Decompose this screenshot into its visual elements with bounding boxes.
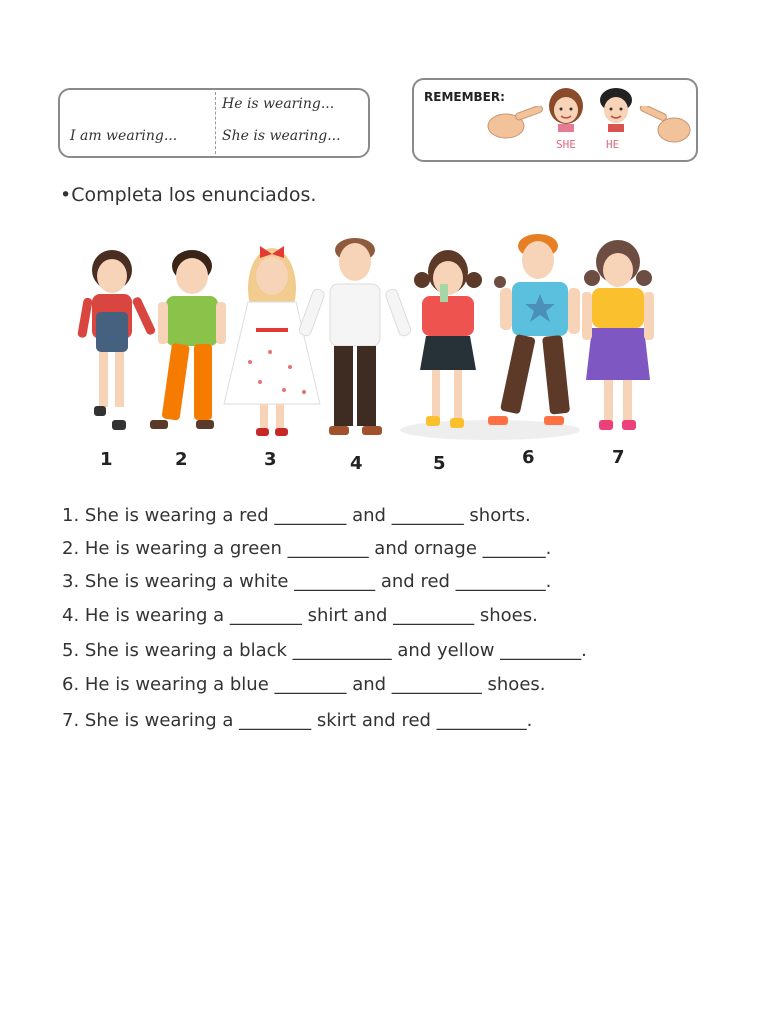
sentence-6: 6. He is wearing a blue ________ and __________ shoes. bbox=[62, 674, 546, 695]
kid-number-7: 7 bbox=[612, 447, 625, 468]
kid-number-6: 6 bbox=[522, 447, 535, 468]
pointing-hand-right-icon bbox=[486, 106, 546, 140]
kid-number-3: 3 bbox=[264, 449, 277, 470]
kid-number-1: 1 bbox=[100, 449, 113, 470]
box-divider bbox=[215, 92, 216, 154]
she-label: SHE bbox=[556, 138, 576, 151]
sentence-5: 5. She is wearing a black ___________ and yellow _________. bbox=[62, 640, 587, 661]
kid-number-5: 5 bbox=[433, 453, 446, 474]
he-label: HE bbox=[606, 138, 620, 151]
kid-3-figure bbox=[224, 246, 320, 436]
remember-title: REMEMBER: bbox=[424, 90, 505, 104]
sentence-7: 7. She is wearing a ________ skirt and red __________. bbox=[62, 710, 533, 731]
remember-box bbox=[412, 78, 698, 162]
kid-2-figure bbox=[150, 250, 226, 429]
kid-5-figure bbox=[414, 250, 482, 428]
kid-1-figure bbox=[77, 250, 156, 430]
boy-face-icon bbox=[596, 86, 636, 132]
i-am-wearing-text: I am wearing... bbox=[70, 128, 178, 144]
kid-4-figure bbox=[298, 238, 412, 435]
sentence-2: 2. He is wearing a green _________ and ornage _______. bbox=[62, 538, 552, 559]
instruction-text: •Completa los enunciados. bbox=[60, 184, 317, 206]
girl-face-icon bbox=[546, 86, 586, 132]
children-illustration bbox=[70, 232, 670, 444]
sentence-3: 3. She is wearing a white _________ and red __________. bbox=[62, 571, 552, 592]
kid-6-figure bbox=[488, 234, 580, 425]
he-is-wearing-text: He is wearing... bbox=[222, 96, 335, 112]
pointing-hand-left-icon bbox=[636, 106, 692, 146]
kid-number-2: 2 bbox=[175, 449, 188, 470]
kid-number-4: 4 bbox=[350, 453, 363, 474]
sentence-4: 4. He is wearing a ________ shirt and _________ shoes. bbox=[62, 605, 538, 626]
sentence-1: 1. She is wearing a red ________ and ________ shorts. bbox=[62, 505, 531, 526]
she-is-wearing-text: She is wearing... bbox=[222, 128, 341, 144]
wearing-phrases-box bbox=[58, 88, 370, 158]
kid-7-figure bbox=[582, 240, 654, 430]
